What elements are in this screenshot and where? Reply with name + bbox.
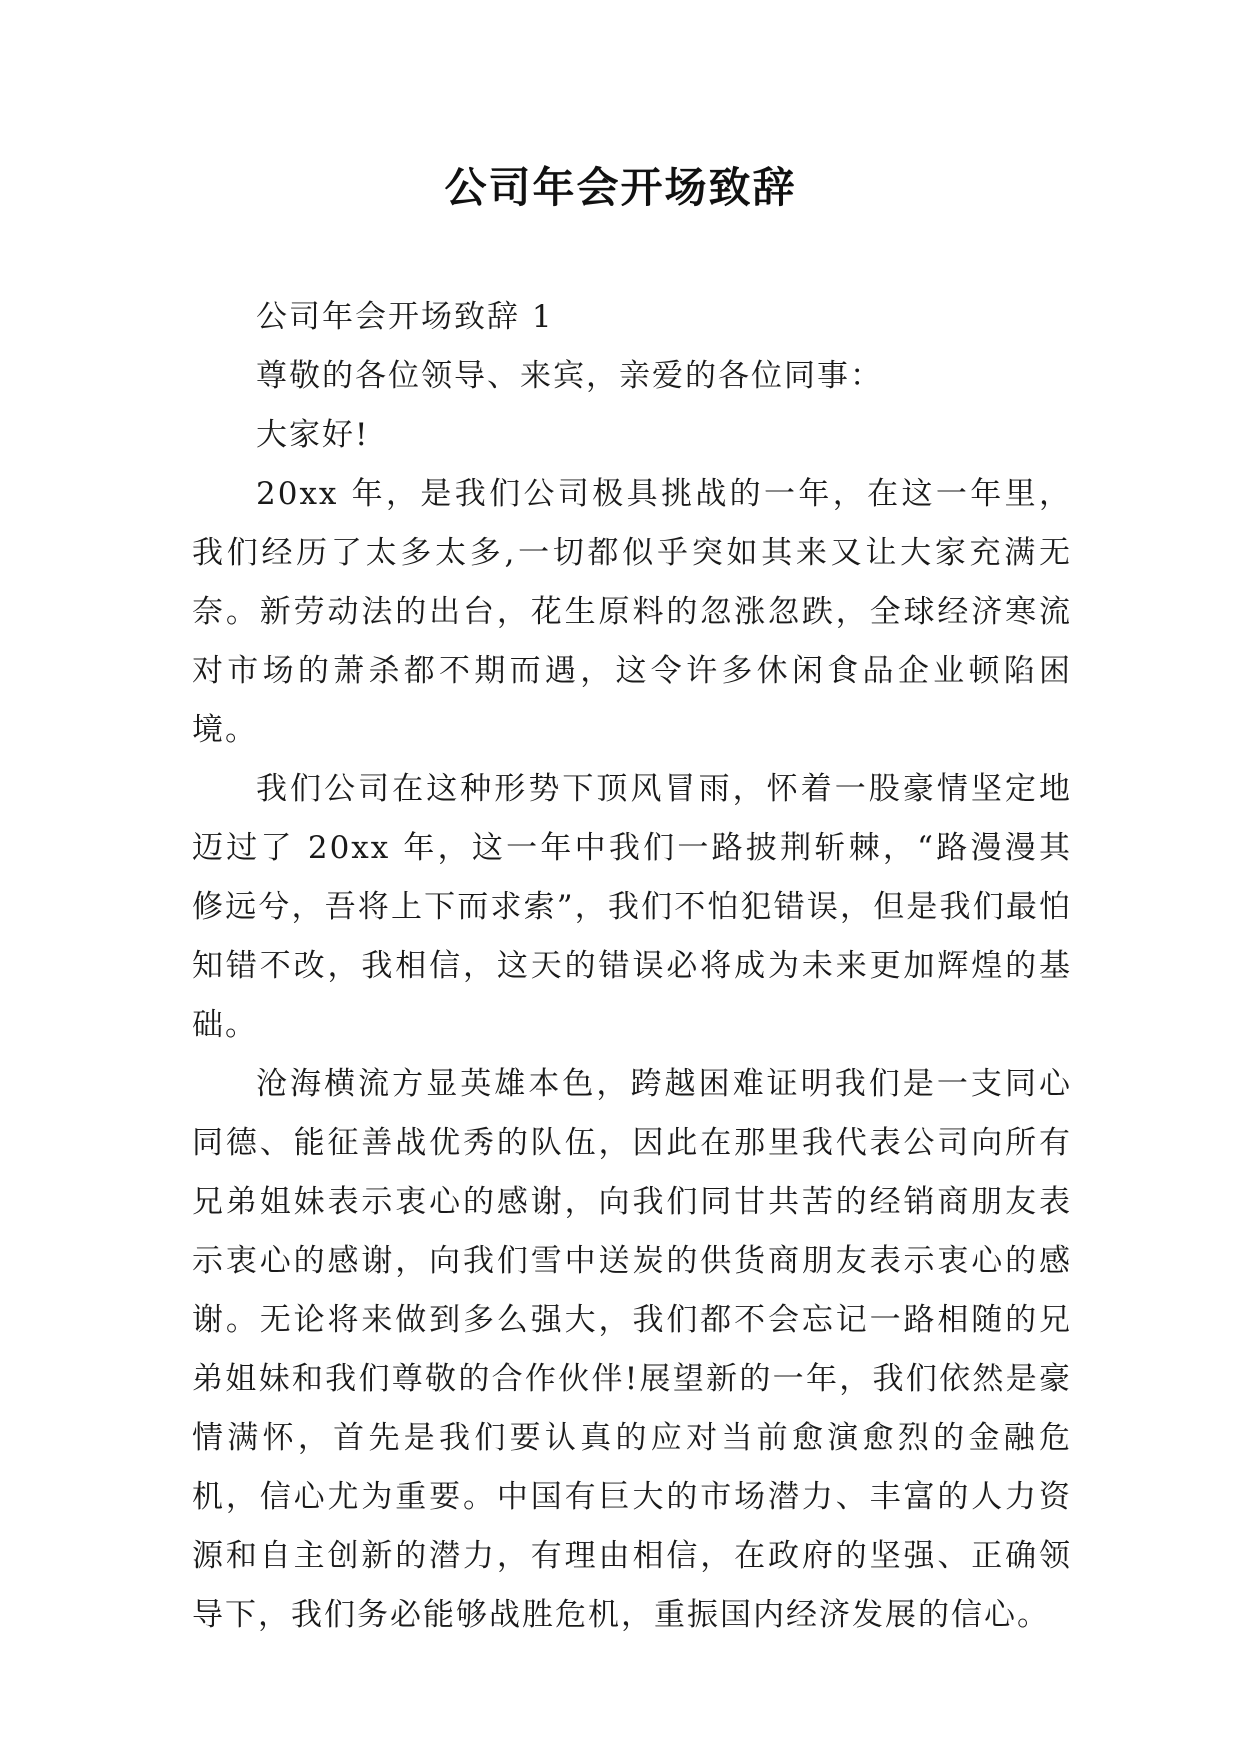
paragraph: 沧海横流方显英雄本色，跨越困难证明我们是一支同心同德、能征善战优秀的队伍，因此在那里我代表公司向所有兄弟姐妹表示衷心的感谢，向我们同甘共苦的经销商朋友表示衷心的感谢，向我们雪中送炭的供货商朋友表示衷心的感谢。无论将来做到多么强大，我们都不会忘记一路相随的兄弟姐妹和我们尊敬的合作伙伴!展望新的一年，我们依然是豪情满怀，首先是我们要认真的应对当前愈演愈烈的金融危机，信心尤为重要。中国有巨大的市场潜力、丰富的人力资源和自主创新的潜力，有理由相信，在政府的坚强、正确领导下，我们务必能够战胜危机，重振国内经济发展的信心。 xyxy=(192,1066,1072,1633)
document-body xyxy=(192,288,1072,1645)
paragraph-greeting: 大家好! xyxy=(256,417,370,453)
paragraph: 20xx 年，是我们公司极具挑战的一年，在这一年里，我们经历了太多太多,一切都似乎突如其来又让大家充满无奈。新劳动法的出台，花生原料的忽涨忽跌，全球经济寒流对市场的萧杀都不期而遇，这令许多休闲食品企业顿陷困境。 xyxy=(192,476,1072,748)
paragraph-salutation: 尊敬的各位领导、来宾，亲爱的各位同事： xyxy=(256,358,883,394)
document-title: 公司年会开场致辞 xyxy=(444,163,797,212)
paragraph: 我们公司在这种形势下顶风冒雨，怀着一股豪情坚定地迈过了 20xx 年，这一年中我们一路披荆斩棘，“路漫漫其修远兮，吾将上下而求索”，我们不怕犯错误，但是我们最怕知错不改，我相信，这天的错误必将成为未来更加辉煌的基础。 xyxy=(192,771,1072,1043)
paragraph-heading: 公司年会开场致辞 1 xyxy=(256,299,554,335)
